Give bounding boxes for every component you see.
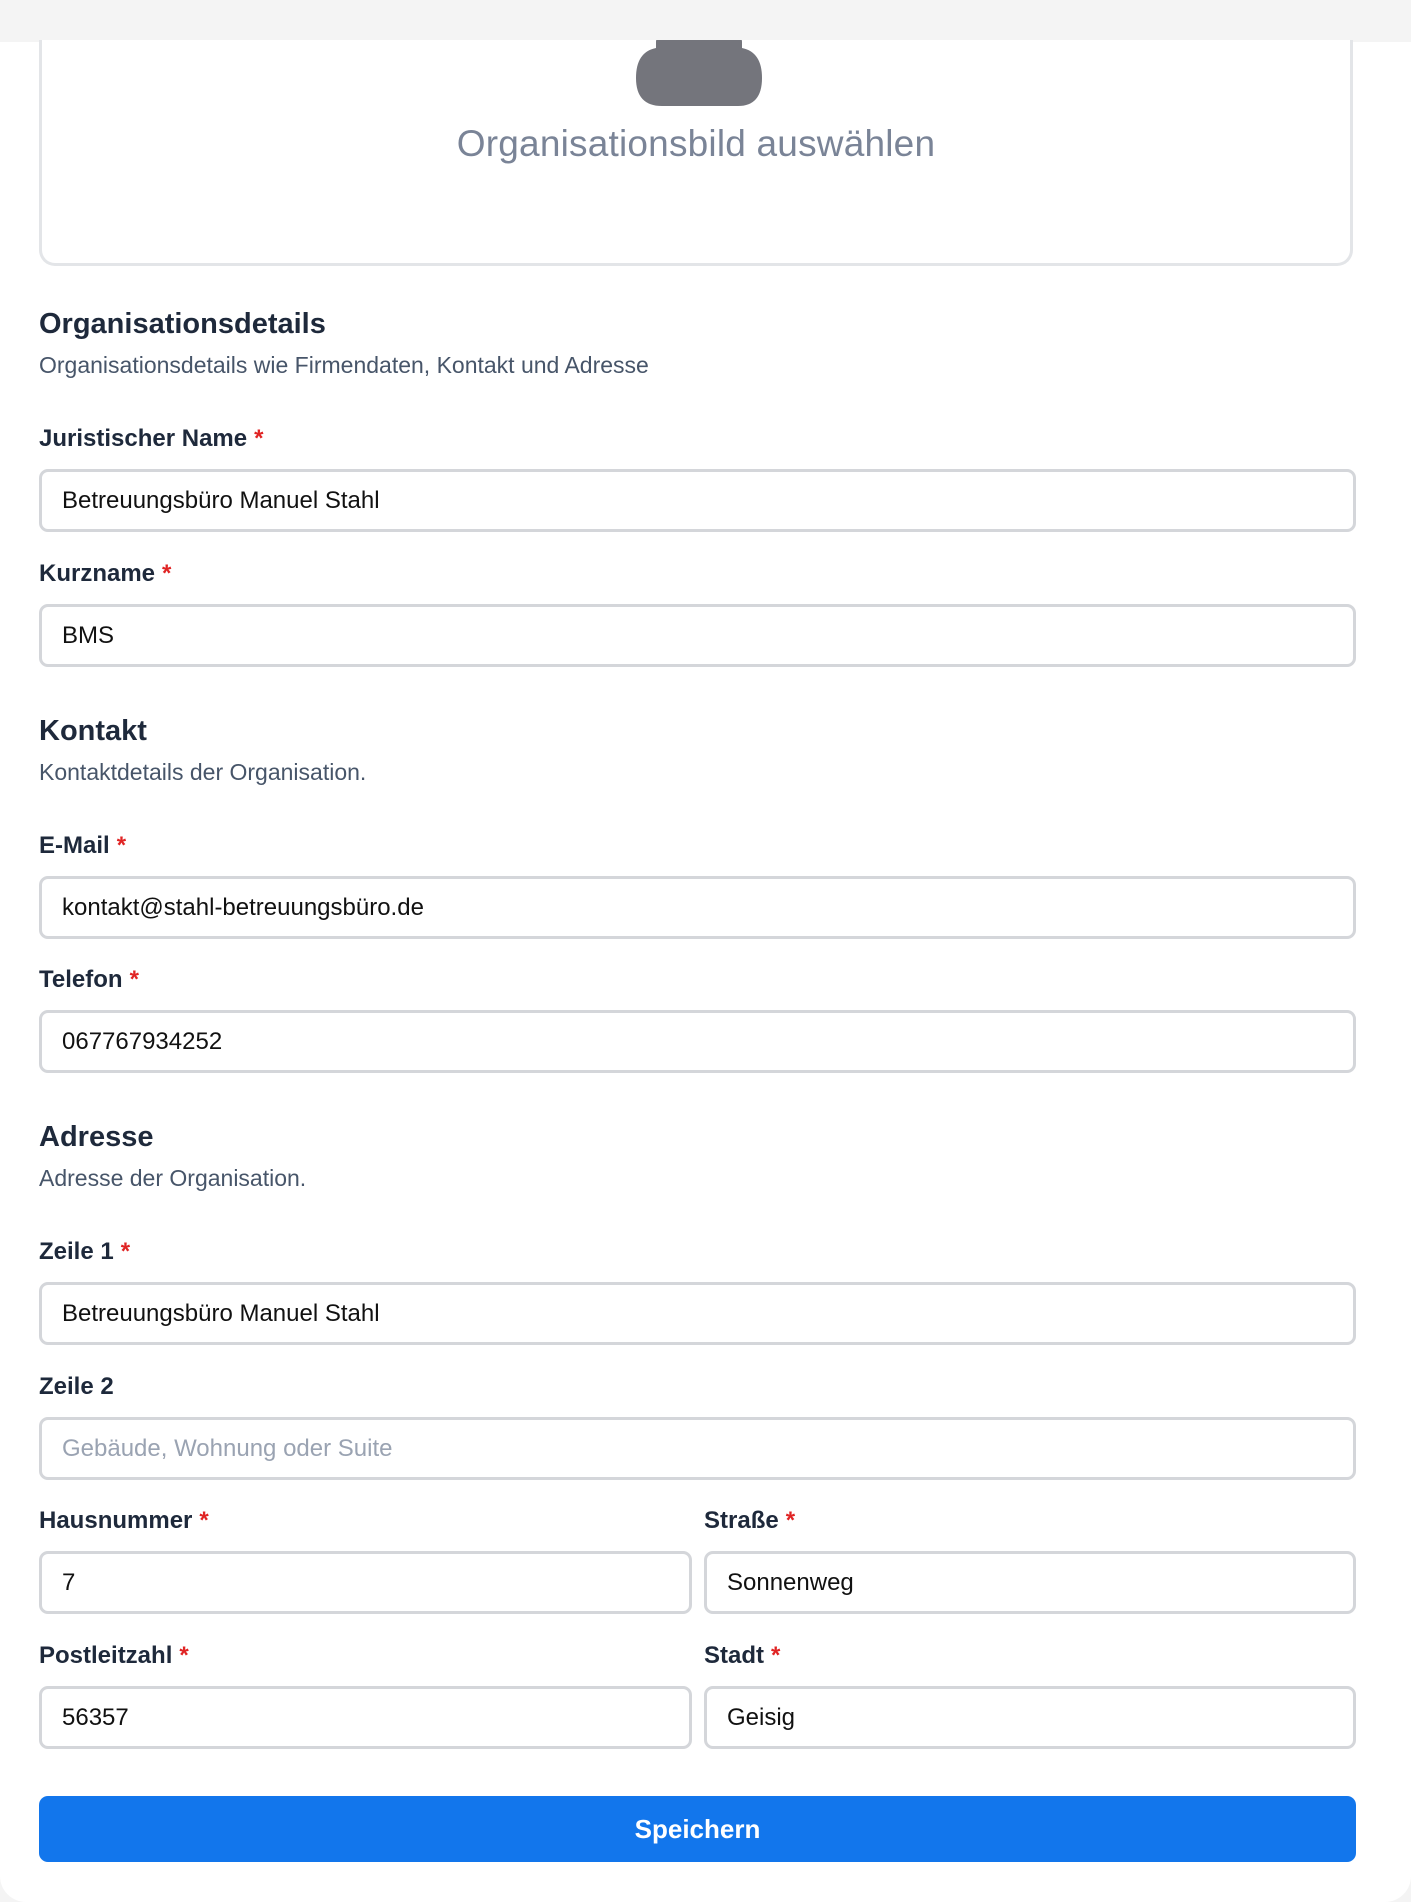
email-label-text: E-Mail [39, 832, 110, 859]
section-description-contact: Kontaktdetails der Organisation. [39, 759, 367, 785]
phone-input[interactable] [39, 1010, 1356, 1073]
street-input[interactable] [704, 1551, 1356, 1614]
house-number-label-text: Hausnummer [39, 1507, 193, 1534]
city-label-text: Stadt [704, 1642, 764, 1669]
cloud-upload-icon [634, 40, 764, 106]
required-marker: * [254, 425, 264, 452]
email-input[interactable] [39, 876, 1356, 939]
section-title-address: Adresse [39, 1121, 154, 1153]
line2-label-text: Zeile 2 [39, 1373, 114, 1400]
section-description-details: Organisationsdetails wie Firmendaten, Kontakt und Adresse [39, 352, 649, 378]
section-title-contact: Kontakt [39, 715, 147, 747]
line2-label [39, 1373, 114, 1401]
organization-settings-page [0, 42, 1411, 1902]
required-marker: * [199, 1507, 209, 1534]
required-marker: * [120, 1238, 131, 1265]
city-input[interactable] [704, 1686, 1356, 1749]
required-marker: * [771, 1642, 781, 1669]
upload-label: Organisationsbild auswählen [456, 123, 936, 164]
house-number-label [39, 1507, 209, 1535]
house-number-input[interactable] [39, 1551, 692, 1614]
postal-code-label [39, 1642, 189, 1670]
required-marker: * [162, 560, 172, 587]
required-marker: * [129, 966, 139, 993]
required-marker: * [179, 1642, 189, 1669]
required-marker: * [116, 832, 127, 859]
legal-name-label-text: Juristischer Name [39, 425, 248, 452]
line1-label [39, 1238, 130, 1266]
email-label [39, 832, 126, 860]
postal-code-label-text: Postleitzahl [39, 1642, 173, 1669]
city-label [704, 1642, 780, 1670]
address-line2-input[interactable] [39, 1417, 1356, 1480]
address-line1-input[interactable] [39, 1282, 1356, 1345]
postal-code-input[interactable] [39, 1686, 692, 1749]
short-name-input[interactable] [39, 604, 1356, 667]
short-name-label [39, 560, 171, 588]
legal-name-input[interactable] [39, 469, 1356, 532]
required-marker: * [785, 1507, 796, 1534]
street-label [704, 1507, 795, 1535]
section-description-address: Adresse der Organisation. [39, 1165, 307, 1191]
street-label-text: Straße [704, 1507, 779, 1534]
short-name-label-text: Kurzname [39, 560, 156, 587]
phone-label-text: Telefon [39, 966, 123, 993]
phone-label [39, 966, 139, 994]
save-button[interactable]: Speichern [39, 1796, 1356, 1862]
line1-label-text: Zeile 1 [39, 1238, 114, 1265]
section-title-details: Organisationsdetails [39, 308, 326, 340]
organization-image-upload[interactable] [39, 40, 1353, 266]
legal-name-label [39, 425, 263, 453]
